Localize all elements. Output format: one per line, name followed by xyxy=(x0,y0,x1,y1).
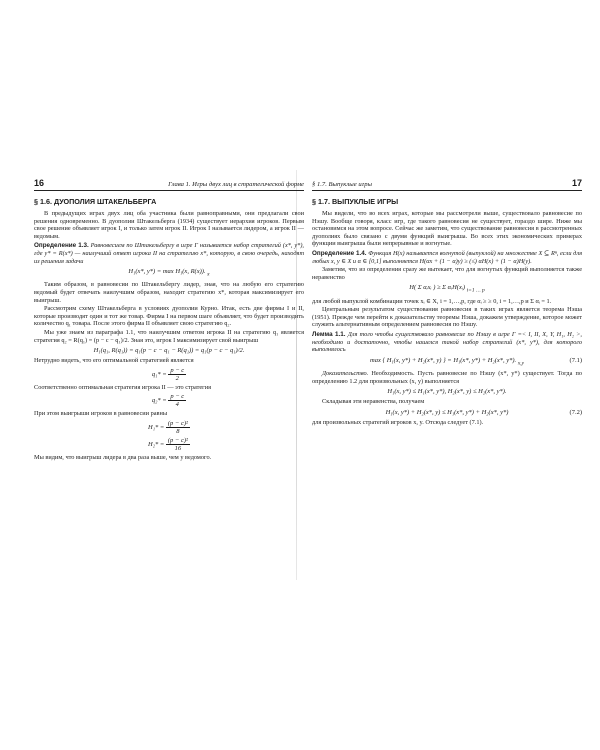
equation-limits: i=1 … p xyxy=(466,287,485,294)
equation: H₂* = $\frac{\text{(p − c)²}}{16}$ xyxy=(148,436,188,452)
equation: max { H₁(x, y*) + H₂(x*, y) } = H₁(x*, y*) + H₂(x*, y*). $_{x,y}$ (7.1) xyxy=(370,356,582,367)
equation-number: (7.1) xyxy=(569,356,582,364)
lemma xyxy=(312,331,582,354)
lemma-text: Для того чтобы существовало равновесие по Нэшу в игре Γ =< I, II, X, Y, H₁, H₂ >, необходимо и достаточно, чтобы нашелся такой набор стратегий (x*, y*), для которого выполнялось xyxy=(312,331,582,354)
paragraph: Заметим, что из определения сразу же вытекает, что для вогнутых функций выполняется также неравенство xyxy=(312,266,582,281)
running-head: § 1.7. Выпуклые игры xyxy=(312,181,372,188)
definition-text: Функция H(x) называется вогнутой (выпуклой) на множестве X ⊆ Rⁿ, если для любых x, y ∈ X и α ∈ [0,1] выполняется H(αx + (1 − α)y) ≥ (≤) αH(x) + (1 − α)H(y). xyxy=(312,249,582,265)
proof-text: Необходимость. Пусть равновесие по Нэшу (x*, y*) существует. Тогда по определению 1.2 для произвольных (x, y) выполняется xyxy=(312,370,582,385)
left-page-header xyxy=(34,178,304,191)
paragraph: Таким образом, в равновесии по Штакельбергу лидер, зная, что на любую его стратегию ведомый будет отвечать наилучшим образом, находит стратегию x*, которая максимизирует его выигрыш. xyxy=(34,281,304,304)
paragraph: для любой выпуклой комбинации точек xᵢ ∈ X, i = 1,…,p, где αᵢ ≥ ≥ 0, i = 1,…,p и Σ αᵢ = 1. xyxy=(312,297,552,305)
paragraph: Мы видели, что во всех играх, которые мы рассмотрели выше, существовало равновесие по Нэшу. Вообще говоря, класс игр, где такого равновесия не существует, гораздо шире. Ниже мы остановимся на этом вопросе. Сейчас же заметим, что существование равновесия в рассмотренных дуополиях было связано с двумя функций выигрыша. Во всех этих экономических примерах функции выигрыша были непрерывные и вогнутые. xyxy=(312,210,582,248)
definition-label: Определение 1.3. xyxy=(34,242,89,250)
right-page xyxy=(312,178,582,570)
equation: H₁(x, y*) + H₂(x*, y) ≤ H₁(x*, y*) + H₂(x*, y*) (7.2) xyxy=(385,408,582,416)
definition xyxy=(34,242,304,265)
definition-text: Равновесием по Штакельбергу в игре Γ называется набор стратегий (x*, y*), где y* = R(x*) — наилучший ответ игрока II на стратегию x*, которую, в свою очередь, находят из решения задачи xyxy=(34,242,304,265)
section-title: § 1.7. ВЫПУКЛЫЕ ИГРЫ xyxy=(312,197,399,206)
paragraph: Соответственно оптимальная стратегия игрока II — это стратегия xyxy=(34,383,212,391)
section-title: § 1.6. ДУОПОЛИЯ ШТАКЕЛЬБЕРГА xyxy=(34,197,157,206)
equation: H( Σ αᵢxᵢ ) ≥ Σ αᵢH(xᵢ) $_{i=1 \dots p}$ xyxy=(409,284,485,294)
paragraph: Мы видим, что выигрыш лидера в два раза выше, чем у ведомого. xyxy=(34,453,212,461)
paragraph: Нетрудно видеть, что его оптимальной стратегией является xyxy=(34,357,194,365)
paragraph: Центральным результатом существования равновесия в таких играх является теорема Нэша (1951). Прежде чем перейти к доказательству теоремы Нэша, докажем утверждение, которое может служить альтернативным определением равновесия по Нэшу. xyxy=(312,306,582,329)
equation-subscript: x xyxy=(207,271,210,278)
left-page xyxy=(34,178,304,570)
proof xyxy=(312,370,582,385)
definition xyxy=(312,250,582,265)
equation: q₁* = $\frac{p - c}{2}$ xyxy=(151,366,185,382)
equation: H₁(x, y*) ≤ H₁(x*, y*), H₂(x*, y) ≤ H₂(x*, y*). xyxy=(387,388,507,396)
paragraph: для произвольных стратегий игроков x, y. Отсюда следует (7.1). xyxy=(312,418,484,426)
paragraph: В предыдущих играх двух лиц оба участника были равноправными, они предлагали свои решения одновременно. В дуополии Штакельберга (1934) существует иерархия игроков. Первым свое решение объявляет игрок I, и только затем игрок II. Игрок I называется лидером, а игрок II — ведомым. xyxy=(34,210,304,240)
paragraph: Мы уже знаем из параграфа 1.1, что наилучшим ответом игрока II на стратегию q₁ является стратегия q₂ = R(q₁) = (p − c − q₁)/2. Зная это, игрок I максимизирует свой выигрыш xyxy=(34,329,304,344)
equation: H₁(q₁, R(q₁)) = q₁(p − c − q₁ − R(q₁)) = q₁(p − c − q₁)/2. xyxy=(93,347,245,355)
right-page-header xyxy=(312,178,582,191)
lemma-label: Лемма 1.1. xyxy=(312,331,346,339)
equation-subscript: x,y xyxy=(517,360,524,367)
definition-label: Определение 1.4. xyxy=(312,249,367,257)
proof-label: Доказательство. xyxy=(322,370,369,378)
equation: H₁* = $\frac{\text{(p − c)²}}{8}$ xyxy=(148,419,188,435)
paragraph: Рассмотрим схему Штакельберга в условиях дуополии Курно. Итак, есть две фирмы I и II, которые производят один и тот же товар. Фирма I на первом шаге объявляет, что будет производить количество q₁ товара. После этого фирма II объявляет свою стратегию q₂. xyxy=(34,305,304,328)
equation-number: (7.2) xyxy=(569,408,582,416)
equation: H₁(x*, y*) = max H₁(x, R(x)). $_x$ xyxy=(128,268,210,278)
running-head: Глава 1. Игры двух лиц в стратегической форме xyxy=(168,181,304,188)
paragraph: Складывая эти неравенства, получаем xyxy=(322,398,425,406)
paragraph: При этом выигрыши игроков в равновесии равны xyxy=(34,410,168,418)
page-number: 17 xyxy=(571,178,582,188)
page-number: 16 xyxy=(34,178,45,188)
equation: q₂* = $\frac{p - c}{4}$ xyxy=(151,393,185,409)
